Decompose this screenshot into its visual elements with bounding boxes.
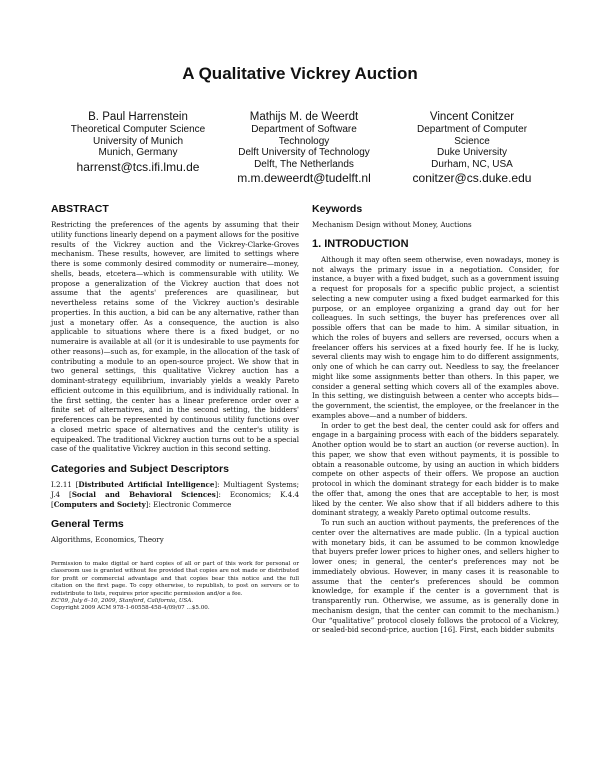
intro-paragraph: To run such an auction without payments, the preferences of the center over the alternatives are made public. (In a typical auction with monetary bids, it can be assumed to be common knowledge that buyers prefer lower prices to higher ones, and sellers higher to lower ones; in general, the center's preferences may not be immediately obvious. However, in many cases it is reasonable to assume that the center's preferences should be common knowledge, for example if the center is a government that is transparently run. Otherwise, we assume, as is generally done in mechanism design, that the center can commit to the mechanism.) Our “qualitative” protocol closely follows the protocol of a Vickrey, or sealed-bid second-price, auction [16]. First, each bidder submits [312, 518, 559, 635]
intro-paragraph: In order to get the best deal, the center could ask for offers and engage in a bargaining process with each of the bidders separately. Another option would be to start an auction (or reverse auction). In this paper, we show that even without payments, it is possible to obtain a reasonable outcome, by using an auction in which bidders compete on other aspects of their offers. We propose an auction protocol in which the dominant strategy for each bidder is to make the offer that, among the ones that are acceptable to her, is most liked by the center. We also show that if all bidders adhere to this dominant strategy, a weakly Pareto optimal outcome results. [312, 420, 559, 518]
author-name: Mathijs M. de Weerdt [249, 111, 359, 123]
author-affiliation: Department of Computer [416, 124, 528, 135]
general-terms-text: Algorithms, Economics, Theory [51, 535, 164, 545]
author-affiliation: Munich, Germany [98, 147, 178, 159]
author-email: m.m.deweerdt@tudelft.nl [237, 171, 371, 186]
author-block [224, 110, 384, 185]
abstract-heading: ABSTRACT [51, 203, 109, 215]
keywords-text: Mechanism Design without Money, Auctions [312, 220, 472, 229]
abstract-text: Restricting the preferences of the agents by assuming that their utility functions linearly depend on a payment allows for the positive results of the Vickrey auction and the Vickrey-Clarke-Groves mechanism. These results, however, are limited to settings where there is some commonly desired commodity or numeraire—money, shells, beads, etcetera—which is commensurable with utility. We propose a generalization of the Vickrey auction that does not assume that the agents' preferences are quasilinear, but nevertheless retains some of the Vickrey auction's desirable properties. In this auction, a bid can be any alternative, rather than just a monetary offer. As a consequence, the auction is also applicable to situations where there is a fixed budget, or no numeraire is available at all (or it is undesirable to use payments for other reasons)—such as, for example, in the allocation of the task of contributing a module to an open-source project. We show that in two general settings, this qualitative Vickrey auction has a dominant-strategy equilibrium, invariably yields a weakly Pareto efficient outcome in this equilibrium, and is individually rational. In the first setting, the center has a linear preference order over a finite set of alternatives, and in the second setting, the bidders' preferences can be represented by continuous utility functions over a closed metric space of alternatives and the center's utility is equipeaked. The traditional Vickrey auction turns out to be a special case of the qualitative Vickrey auction in this second setting. [51, 220, 299, 454]
author-affiliation: Department of Software [251, 124, 357, 135]
general-terms-heading: General Terms [51, 518, 124, 531]
author-affiliation: Delft, The Netherlands [254, 158, 354, 170]
author-block [392, 110, 552, 185]
author-name: Vincent Conitzer [429, 111, 515, 123]
permission-notice: Permission to make digital or hard copies of all or part of this work for personal or classroom use is granted without fee provided that copies are not made or distributed for profit or commercial advantage and that copies bear this notice and the full citation on the first page. To copy otherwise, to republish, to post on servers or to redistribute to lists, requires prior specific permission and/or a fee. EC'09, July 6–10, 2009, Stanford, California, USA. Copyright 2009 ACM 978-1-60558-458-4/09/07 ...$5.00. [51, 561, 299, 612]
author-affiliation: Theoretical Computer Science [70, 124, 206, 135]
author-affiliation: University of Munich [92, 135, 184, 147]
author-affiliation: Science [454, 135, 490, 147]
author-email: harrenst@tcs.ifi.lmu.de [76, 159, 200, 174]
author-affiliation: Technology [278, 135, 330, 147]
categories-heading: Categories and Subject Descriptors [51, 463, 229, 475]
introduction-heading: 1. INTRODUCTION [312, 237, 409, 250]
categories-text: I.2.11 [Distributed Artificial Intelligence]: Multiagent Systems; J.4 [Social and Behavioral Sciences]: Economics; K.4.4 [Computers and Society]: Electronic Commerce [51, 480, 300, 509]
intro-paragraph: Although it may often seem otherwise, even nowadays, money is not always the primary issue in a negotiation. Consider, for instance, a buyer with a fixed budget, such as a government issuing a request for proposals for a specific public project, a scientist selecting a new computer using a fixed budget earmarked for this purpose, or an employee organizing a grand day out for her colleagues. In such settings, the buyer has preferences over all possible offers that can be made to him. A similar situation, in which the roles of buyers and sellers are reversed, occurs when a freelancer offers his services at a fixed hourly fee. If he is lucky, several clients may wish to engage him to do different assignments, only one of which he can carry out. Needless to say, the freelancer might like some assignments better than others. In this paper, we consider a general setting which covers all of the examples above. In this setting, we distinguish between a center who accepts bids—the government, the scientist, the employee, or the freelancer in the examples above—and a number of bidders. [312, 254, 559, 420]
author-block [58, 110, 218, 174]
author-affiliation: Durham, NC, USA [431, 158, 513, 170]
author-name: B. Paul Harrenstein [88, 111, 188, 123]
keywords-heading: Keywords [312, 203, 363, 215]
right-column [312, 203, 559, 635]
left-column [51, 203, 299, 613]
paper-title: A Qualitative Vickrey Auction [182, 64, 418, 83]
author-email: conitzer@cs.duke.edu [412, 171, 532, 186]
author-affiliation: Delft University of Technology [238, 147, 370, 159]
author-affiliation: Duke University [436, 147, 508, 159]
